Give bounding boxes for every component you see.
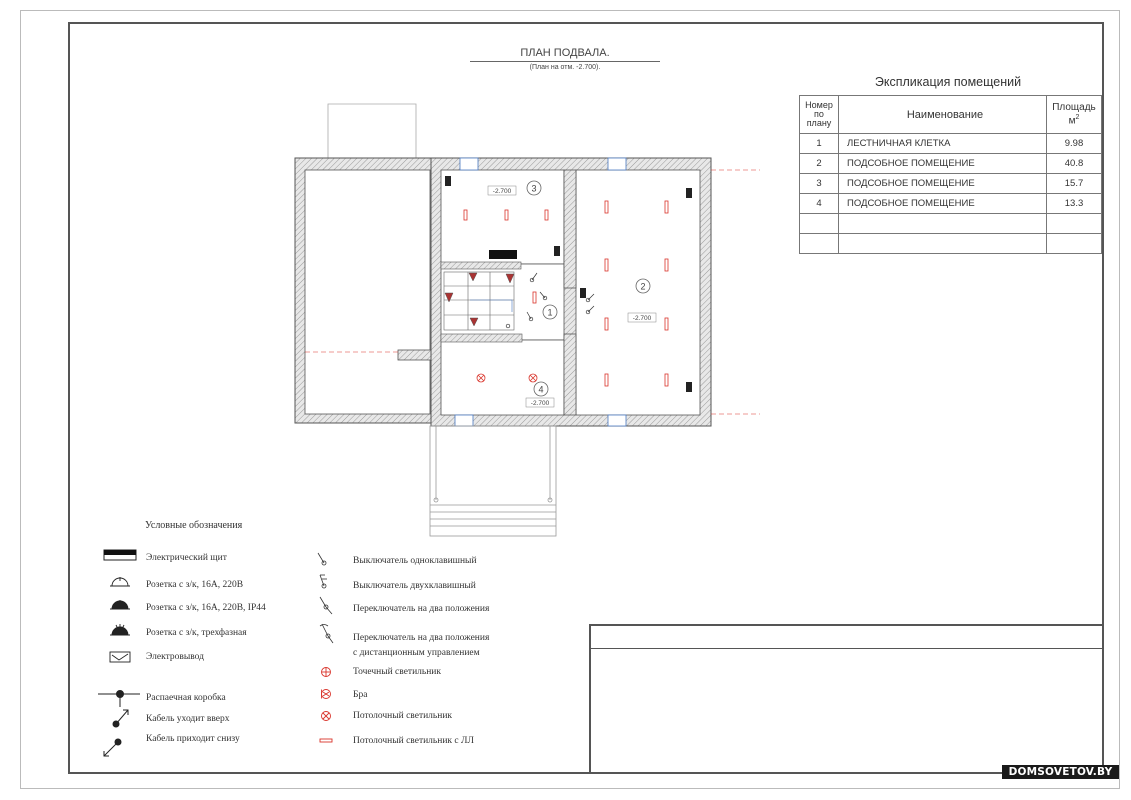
- legend-switch-double: Выключатель двухклавишный: [353, 581, 476, 591]
- header-number: Номер по плану: [800, 96, 839, 134]
- plan-subtitle: (План на отм. -2.700).: [529, 64, 601, 71]
- header-area-label: Площадь м: [1052, 101, 1096, 127]
- legend-title: Условные обозначения: [145, 520, 243, 531]
- socket-ip44-icon: [110, 600, 130, 609]
- room-2-level: -2.700: [632, 315, 652, 322]
- legend-switch-single: Выключатель одноклавишный: [353, 556, 477, 566]
- row-area: 9.98: [1047, 134, 1102, 154]
- legend-sconce: Бра: [353, 690, 368, 700]
- row-area: 40.8: [1047, 154, 1102, 174]
- watermark: DOMSOVETOV.BY: [1002, 765, 1119, 779]
- cable-up-icon: [113, 710, 128, 727]
- room-1-number: 1: [547, 307, 553, 318]
- socket-16a-icon: [110, 577, 130, 586]
- room-2-number: 2: [640, 281, 646, 292]
- header-name: Наименование: [839, 96, 1047, 134]
- row-name: ПОДСОБНОЕ ПОМЕЩЕНИЕ: [839, 174, 1047, 194]
- legend-spotlight: Точечный светильник: [353, 667, 442, 677]
- legend-fluorescent-light: Потолочный светильник с ЛЛ: [353, 736, 474, 746]
- sconce-icon: [322, 690, 331, 699]
- switch-single-icon: [318, 553, 326, 565]
- junction-box-icon: [98, 691, 140, 708]
- fluorescent-light-icon: [320, 739, 332, 742]
- row-name: ПОДСОБНОЕ ПОМЕЩЕНИЕ: [839, 154, 1047, 174]
- header-area-sup: 2: [1075, 113, 1080, 121]
- room-4-number: 4: [538, 384, 544, 395]
- legend-electric-panel: Электрический щит: [146, 553, 227, 563]
- legend-cable-from-below: Кабель приходит снизу: [146, 734, 240, 744]
- explication-title: Экспликация помещений: [874, 75, 1022, 89]
- socket-3phase-icon: [110, 624, 130, 635]
- legend-switch-twoway: Переключатель на два положения: [353, 604, 490, 614]
- row-area: 15.7: [1047, 174, 1102, 194]
- electric-panel-icon: [104, 550, 136, 560]
- switch-remote-icon: [320, 624, 333, 643]
- row-number: 3: [800, 174, 839, 194]
- ceiling-light-icon: [322, 712, 331, 721]
- row-number: 1: [800, 134, 839, 154]
- legend-socket-ip44: Розетка с з/к, 16А, 220В, IP44: [146, 603, 266, 613]
- legend-electric-outlet: Электровывод: [146, 652, 204, 662]
- electric-outlet-icon: [110, 652, 130, 662]
- legend-cable-up: Кабель уходит вверх: [146, 714, 230, 724]
- legend-ceiling-light: Потолочный светильник: [353, 711, 453, 721]
- row-area: 13.3: [1047, 194, 1102, 214]
- row-name: ПОДСОБНОЕ ПОМЕЩЕНИЕ: [839, 194, 1047, 214]
- room-3-level: -2.700: [492, 188, 512, 195]
- cable-from-below-icon: [104, 739, 121, 756]
- switch-double-icon: [320, 575, 327, 588]
- legend-switch-remote: Переключатель на два положения: [353, 633, 490, 643]
- plan-title: ПЛАН ПОДВАЛА.: [470, 47, 660, 62]
- room-3-number: 3: [531, 183, 537, 194]
- row-name: ЛЕСТНИЧНАЯ КЛЕТКА: [839, 134, 1047, 154]
- switch-twoway-icon: [320, 597, 332, 614]
- spotlight-icon: [322, 668, 331, 677]
- row-number: 4: [800, 194, 839, 214]
- legend-switch-remote-line2: с дистанционным управлением: [353, 648, 480, 658]
- legend-junction-box: Распаечная коробка: [146, 693, 226, 703]
- legend-socket-3phase: Розетка с з/к, трехфазная: [146, 628, 247, 638]
- room-4-level: -2.700: [530, 400, 550, 407]
- legend-socket-16a: Розетка с з/к, 16А, 220В: [146, 580, 244, 590]
- row-number: 2: [800, 154, 839, 174]
